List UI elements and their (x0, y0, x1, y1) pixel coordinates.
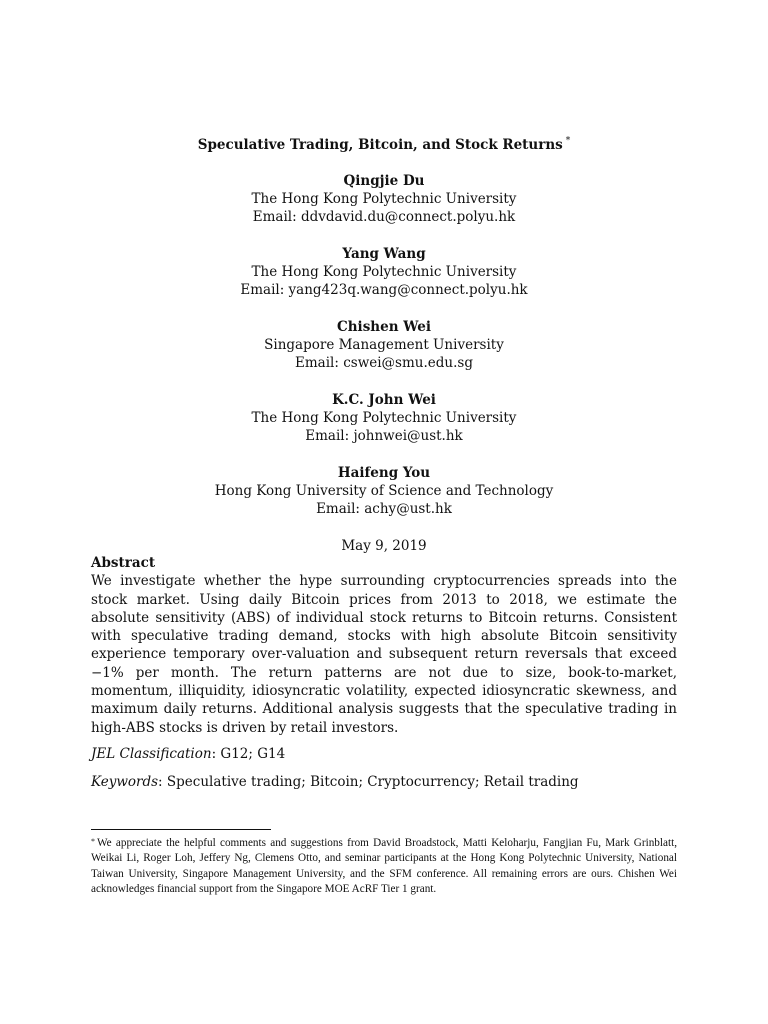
author-block (0, 391, 768, 445)
keywords-value: : Speculative trading; Bitcoin; Cryptocurrency; Retail trading (158, 774, 579, 790)
author-block (0, 464, 768, 518)
keywords-label: Keywords (91, 774, 159, 790)
paper-title-text: Speculative Trading, Bitcoin, and Stock Returns (197, 137, 563, 153)
author-name: Yang Wang (342, 246, 426, 262)
author-email: Email: yang423q.wang@connect.polyu.hk (240, 282, 528, 298)
abstract-section (91, 554, 677, 737)
author-name: Chishen Wei (337, 319, 431, 335)
author-affiliation: Singapore Management University (264, 337, 504, 353)
author-name: Haifeng You (337, 465, 431, 481)
jel-value: : G12; G14 (211, 746, 286, 762)
title-footnote-mark: * (565, 136, 571, 146)
author-name: K.C. John Wei (332, 392, 436, 408)
jel-label: JEL Classification (91, 746, 212, 762)
footnote-mark: * (91, 837, 95, 846)
jel-classification (91, 745, 285, 763)
author-block (0, 172, 768, 226)
keywords (91, 773, 579, 791)
author-name: Qingjie Du (343, 173, 425, 189)
footnote-text: We appreciate the helpful comments and suggestions from David Broadstock, Matti Keloharju, Fangjian Fu, Mark Grinblatt, Weikai Li, Roger Loh, Jeffery Ng, Clemens Otto, and seminar participants at the Hong Kong Polytechnic University, National Taiwan University, Singapore Management University, and the SFM conference. All remaining errors are ours. Chishen Wei acknowledges financial support from the Singapore MOE AcRF Tier 1 grant. (91, 837, 677, 896)
author-email: Email: achy@ust.hk (316, 501, 452, 517)
author-block (0, 245, 768, 299)
author-email: Email: johnwei@ust.hk (305, 428, 463, 444)
footnote-divider (91, 829, 271, 830)
footnote (91, 836, 677, 898)
paper-date: May 9, 2019 (341, 538, 427, 554)
author-affiliation: The Hong Kong Polytechnic University (251, 264, 517, 280)
author-email: Email: ddvdavid.du@connect.polyu.hk (252, 209, 516, 225)
author-email: Email: cswei@smu.edu.sg (295, 355, 473, 371)
author-block (0, 318, 768, 372)
author-affiliation: The Hong Kong Polytechnic University (251, 410, 517, 426)
abstract-body: We investigate whether the hype surrounding cryptocurrencies spreads into the stock market. Using daily Bitcoin prices from 2013 to 2018, we estimate the absolute sensitivity (ABS) of individual stock returns to Bitcoin returns. Consistent with speculative trading demand, stocks with high absolute Bitcoin sensitivity experience temporary over-valuation and subsequent return reversals that exceed −1% per month. The return patterns are not due to size, book-to-market, momentum, illiquidity, idiosyncratic volatility, expected idiosyncratic skewness, and maximum daily returns. Additional analysis suggests that the speculative trading in high-ABS stocks is driven by retail investors. (91, 573, 677, 736)
author-affiliation: Hong Kong University of Science and Technology (214, 483, 554, 499)
author-affiliation: The Hong Kong Polytechnic University (251, 191, 517, 207)
paper-title (0, 136, 768, 154)
abstract-heading: Abstract (91, 555, 156, 571)
